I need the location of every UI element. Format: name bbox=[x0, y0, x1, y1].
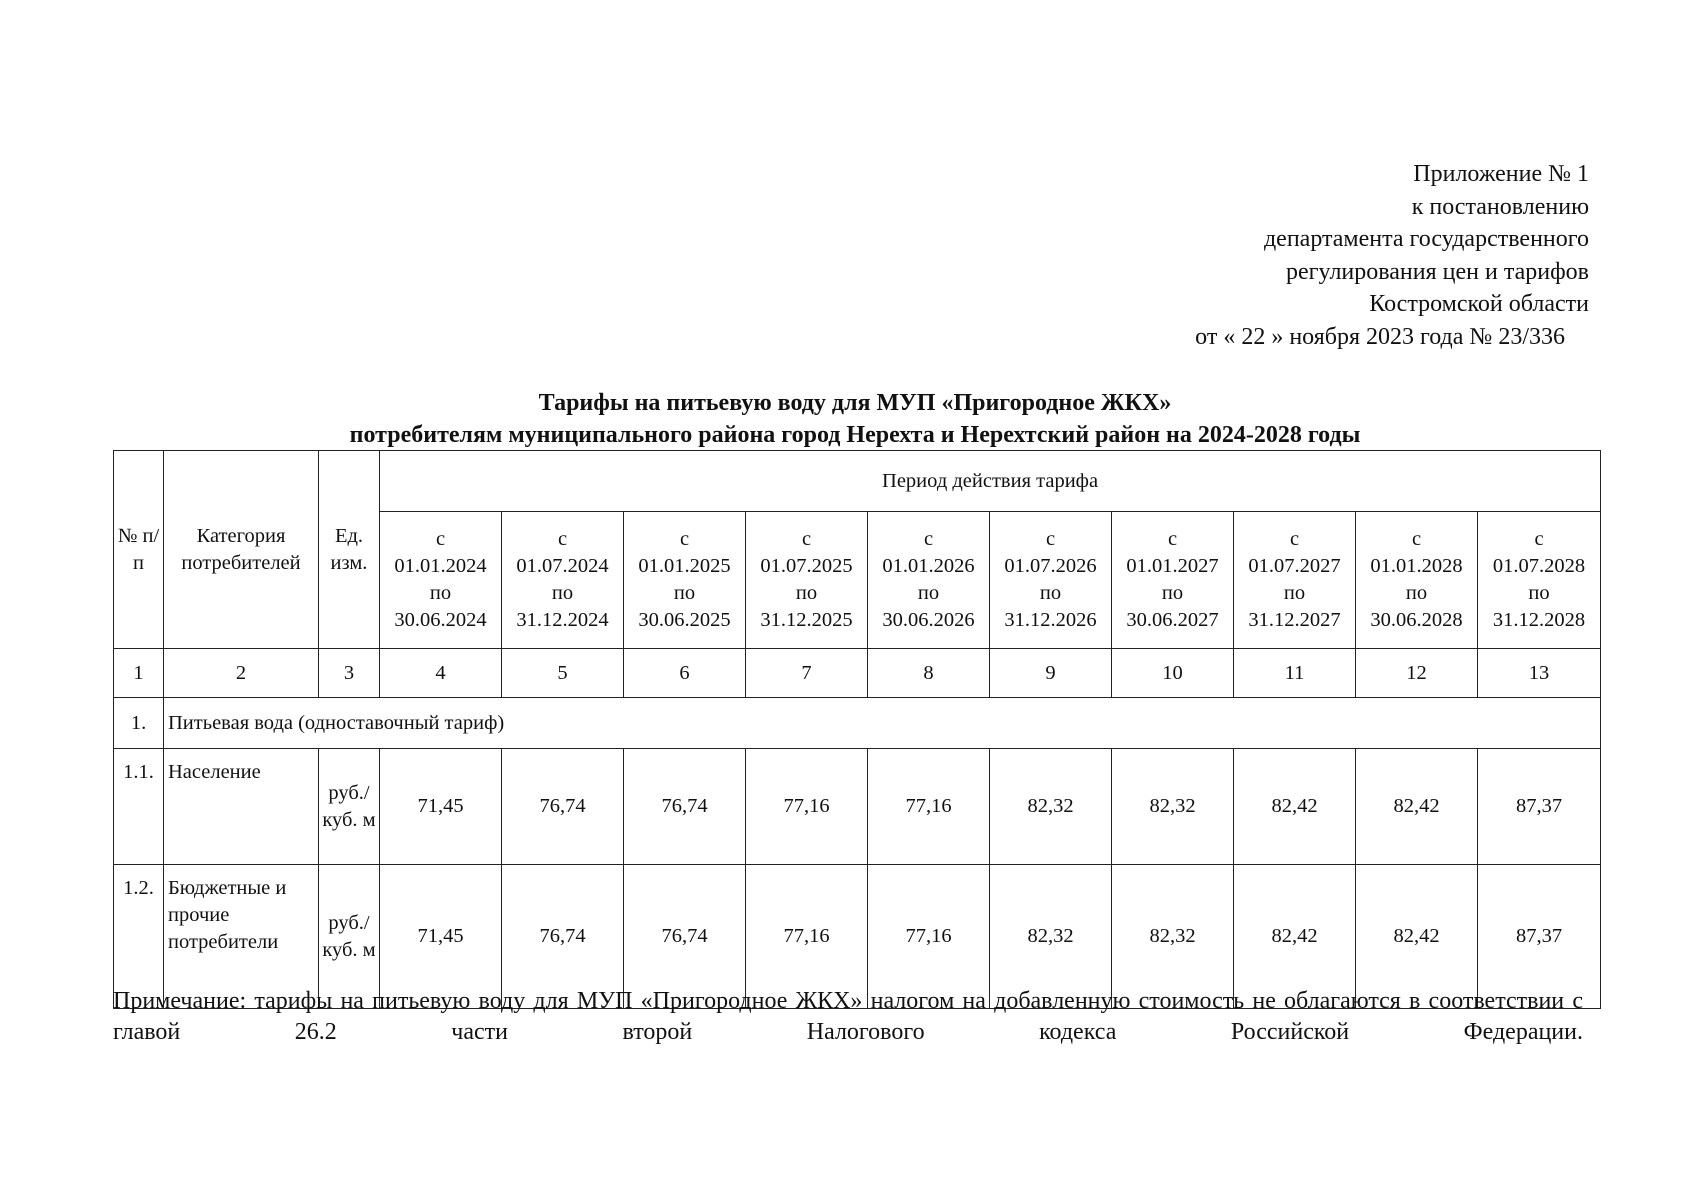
period-to: 31.12.2028 bbox=[1492, 609, 1586, 631]
header-period-cell bbox=[502, 512, 624, 649]
period-from-word: с bbox=[557, 528, 568, 550]
period-to-word: по bbox=[673, 582, 696, 604]
period-to-word: по bbox=[1405, 582, 1428, 604]
period-to-word: по bbox=[1161, 582, 1184, 604]
period-from: 01.07.2025 bbox=[760, 555, 853, 577]
note-text: Примечание: тарифы на питьевую воду для МУП «Пригородное ЖКХ» налогом на добавленную стоимость не облагаются в соответствии с главой 26.2 части второй Налогового кодекса Российской Федерации. bbox=[113, 988, 1583, 1045]
column-number: 10 bbox=[1112, 649, 1234, 698]
period-to-word: по bbox=[917, 582, 940, 604]
header-period-cell bbox=[990, 512, 1112, 649]
header-row-period bbox=[114, 451, 1601, 512]
period-from: 01.07.2024 bbox=[516, 555, 609, 577]
tariff-value: 76,74 bbox=[502, 865, 624, 1009]
period-from-word: с bbox=[1045, 528, 1056, 550]
period-to-word: по bbox=[1528, 582, 1550, 604]
column-number: 7 bbox=[746, 649, 868, 698]
column-number: 1 bbox=[114, 649, 164, 698]
period-to: 31.12.2026 bbox=[1004, 609, 1097, 631]
period-to: 30.06.2024 bbox=[394, 609, 487, 631]
header-period-cell bbox=[1234, 512, 1356, 649]
period-from: 01.07.2026 bbox=[1004, 555, 1097, 577]
period-from-word: с bbox=[923, 528, 934, 550]
header-period-cell bbox=[868, 512, 990, 649]
table-row bbox=[114, 749, 1601, 865]
header-period-cell bbox=[1356, 512, 1478, 649]
period-to: 31.12.2027 bbox=[1248, 609, 1341, 631]
appendix-line: к постановлению bbox=[1411, 193, 1589, 220]
period-from-word: с bbox=[1411, 528, 1422, 550]
section-label: Питьевая вода (одноставочный тариф) bbox=[164, 698, 1601, 749]
period-to-word: по bbox=[1039, 582, 1062, 604]
appendix-block bbox=[1195, 158, 1589, 353]
period-to: 30.06.2026 bbox=[882, 609, 975, 631]
header-unit: Ед. изм. bbox=[319, 451, 380, 649]
header-period-cell bbox=[1478, 512, 1601, 649]
column-number: 11 bbox=[1234, 649, 1356, 698]
period-from-word: с bbox=[801, 528, 812, 550]
tariff-table bbox=[113, 450, 1601, 1009]
tariff-value: 77,16 bbox=[746, 749, 868, 865]
column-number: 5 bbox=[502, 649, 624, 698]
period-from: 01.01.2028 bbox=[1370, 555, 1463, 577]
document-title bbox=[113, 387, 1597, 451]
column-number: 6 bbox=[624, 649, 746, 698]
appendix-line: департамента государственного bbox=[1263, 226, 1589, 252]
title-line-2: потребителям муниципального района город Нерехта и Нерехтский район на 2024-2028 годы bbox=[349, 422, 1361, 448]
tariff-value: 82,32 bbox=[1112, 749, 1234, 865]
tariff-value: 71,45 bbox=[380, 865, 502, 1009]
period-to-word: по bbox=[1283, 582, 1306, 604]
header-period-cell bbox=[380, 512, 502, 649]
column-number: 13 bbox=[1478, 649, 1601, 698]
row-num: 1.1. bbox=[114, 749, 164, 865]
tariff-value: 82,32 bbox=[990, 865, 1112, 1009]
tariff-value: 82,32 bbox=[1112, 865, 1234, 1009]
column-number: 9 bbox=[990, 649, 1112, 698]
period-to: 30.06.2027 bbox=[1126, 609, 1219, 631]
appendix-line: регулирования цен и тарифов bbox=[1286, 258, 1589, 285]
period-to: 30.06.2025 bbox=[638, 609, 731, 631]
tariff-value: 71,45 bbox=[380, 749, 502, 865]
tariff-value: 82,32 bbox=[990, 749, 1112, 865]
tariff-value: 87,37 bbox=[1478, 865, 1601, 1009]
period-from: 01.01.2025 bbox=[638, 555, 731, 577]
period-from-word: с bbox=[679, 528, 690, 550]
tariff-value: 87,37 bbox=[1478, 749, 1601, 865]
period-from: 01.07.2028 bbox=[1492, 555, 1586, 577]
tariff-value: 82,42 bbox=[1356, 749, 1478, 865]
section-num: 1. bbox=[114, 698, 164, 749]
row-unit: руб./ куб. м bbox=[319, 749, 380, 865]
period-to-word: по bbox=[429, 582, 452, 604]
period-to: 30.06.2028 bbox=[1370, 609, 1463, 631]
header-period-cell bbox=[746, 512, 868, 649]
appendix-date-line: от « 22 » ноября 2023 года № 23/336 bbox=[1195, 323, 1565, 350]
title-line-1: Тарифы на питьевую воду для МУП «Пригородное ЖКХ» bbox=[538, 390, 1172, 416]
row-category: Бюджетные и прочие потребители bbox=[164, 865, 319, 1009]
period-from: 01.01.2026 bbox=[882, 555, 975, 577]
period-to-word: по bbox=[795, 582, 818, 604]
period-from-word: с bbox=[1167, 528, 1178, 550]
period-from-word: с bbox=[435, 528, 446, 550]
period-from: 01.07.2027 bbox=[1248, 555, 1341, 577]
tariff-value: 82,42 bbox=[1356, 865, 1478, 1009]
column-numbers-row bbox=[114, 649, 1601, 698]
period-from-word: с bbox=[1534, 528, 1544, 550]
column-number: 12 bbox=[1356, 649, 1478, 698]
row-num: 1.2. bbox=[114, 865, 164, 1009]
tariff-value: 76,74 bbox=[624, 865, 746, 1009]
appendix-line: Костромской области bbox=[1369, 291, 1589, 317]
tariff-value: 82,42 bbox=[1234, 749, 1356, 865]
period-from: 01.01.2024 bbox=[394, 555, 487, 577]
section-row bbox=[114, 698, 1601, 749]
header-category: Категория потребителей bbox=[164, 451, 319, 649]
tariff-value: 76,74 bbox=[624, 749, 746, 865]
tariff-value: 77,16 bbox=[868, 865, 990, 1009]
tariff-value: 77,16 bbox=[868, 749, 990, 865]
header-period: Период действия тарифа bbox=[380, 451, 1601, 512]
header-num: № п/п bbox=[114, 451, 164, 649]
column-number: 2 bbox=[164, 649, 319, 698]
tariff-value: 82,42 bbox=[1234, 865, 1356, 1009]
column-number: 3 bbox=[319, 649, 380, 698]
column-number: 8 bbox=[868, 649, 990, 698]
period-from-word: с bbox=[1289, 528, 1300, 550]
appendix-line: Приложение № 1 bbox=[1413, 161, 1589, 187]
column-number: 4 bbox=[380, 649, 502, 698]
period-to-word: по bbox=[551, 582, 574, 604]
period-to: 31.12.2024 bbox=[516, 609, 609, 631]
tariff-value: 76,74 bbox=[502, 749, 624, 865]
header-period-cell bbox=[1112, 512, 1234, 649]
period-to: 31.12.2025 bbox=[760, 609, 853, 631]
tariff-value: 77,16 bbox=[746, 865, 868, 1009]
period-from: 01.01.2027 bbox=[1126, 555, 1219, 577]
header-period-cell bbox=[624, 512, 746, 649]
row-category: Население bbox=[164, 749, 319, 865]
row-unit: руб./ куб. м bbox=[319, 865, 380, 1009]
